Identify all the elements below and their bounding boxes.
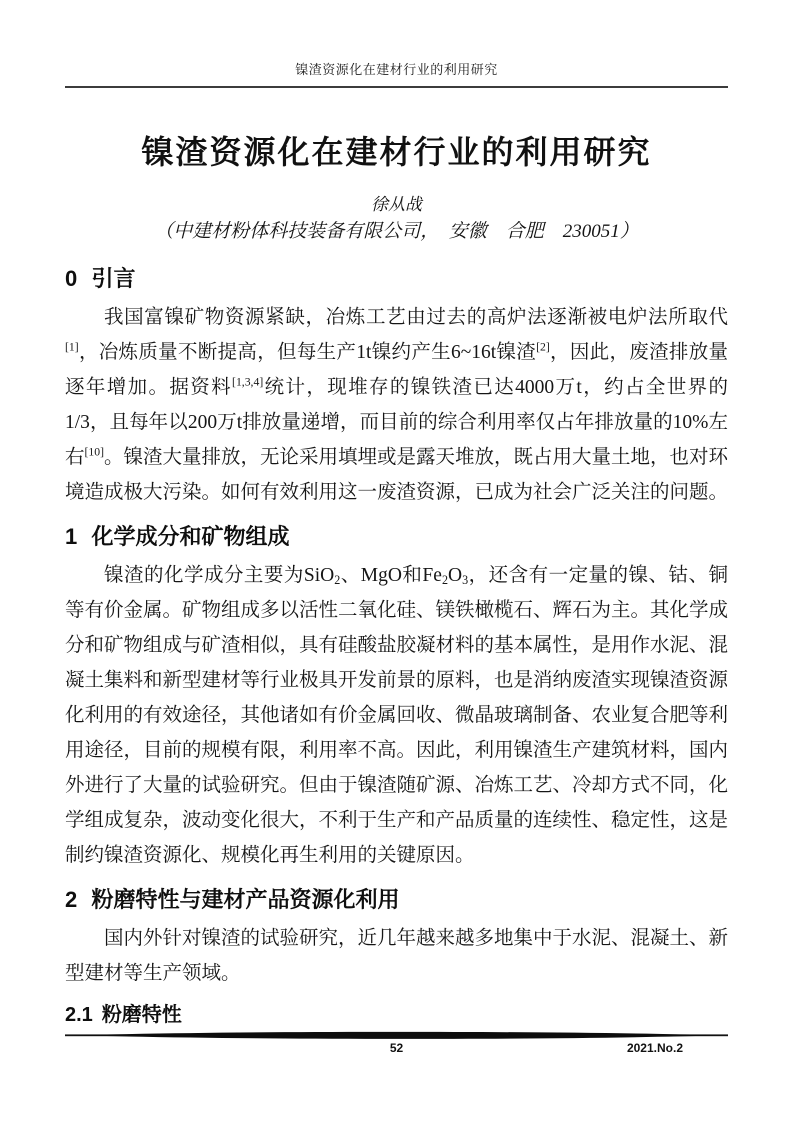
subsection-heading-label: 粉磨特性 xyxy=(101,1004,182,1026)
paragraph-introduction: 我国富镍矿物资源紧缺，冶炼工艺由过去的高炉法逐渐被电炉法所取代[1]，冶炼质量不断提高，但每生产1t镍约产生6~16t镍渣[2]，因此，废渣排放量逐年增加。据资料[1,3,4]统计，现堆存的镍铁渣已达4000万t，约占全世界的1/3，且每年以200万t排放量递增，而目前的综合利用率仅占年排放量的10%左右[10]。镍渣大量排放，无论采用填埋或是露天堆放，既占用大量土地，也对环境造成极大污染。如何有效利用这一废渣资源，已成为社会广泛关注的问题。 xyxy=(65,307,729,503)
section-heading-introduction xyxy=(65,266,728,292)
subsection-heading-grinding xyxy=(65,1003,728,1027)
section-heading-label: 引言 xyxy=(91,266,136,291)
paragraph-composition: 镍渣的化学成分主要为SiO$_2$、MgO和$Fe_2O_3$，还含有一定量的镍、钴、铜等有价金属。矿物组成多以活性二氧化硅、镁铁橄榄石、辉石为主。其化学成分和矿物组成与矿渣相似，具有硅酸盐胶凝材料的基本属性，是用作水泥、混凝土集料和新型建材等行业极具开发前景的原料，也是消纳废渣实现镍渣资源化利用的有效途径，其他诸如有价金属回收、微晶玻璃制备、农业复合肥等利用途径，目前的规模有限，利用率不高。因此，利用镍渣生产建筑材料，国内外进行了大量的试验研究。但由于镍渣随矿源、冶炼工艺、冷却方式不同，化学组成复杂，波动变化很大，不利于生产和产品质量的连续性、稳定性，这是制约镍渣资源化、规模化再生利用的关键原因。 xyxy=(65,565,729,866)
footer-row xyxy=(65,1041,728,1057)
issue-number: 2021.No.2 xyxy=(626,1041,683,1055)
section-number: 0 xyxy=(65,266,78,291)
page-footer xyxy=(65,1031,728,1057)
section-heading-label: 化学成分和矿物组成 xyxy=(91,524,290,549)
author-name: 徐从战 xyxy=(371,195,422,214)
page-number: 52 xyxy=(389,1041,404,1055)
section-heading-grinding-utilization xyxy=(65,887,728,913)
page-header xyxy=(65,0,728,88)
subsection-number: 2.1 xyxy=(65,1004,93,1026)
paragraph-grinding-utilization: 国内外针对镍渣的试验研究，近几年越来越多地集中于水泥、混凝土、新型建材等生产领域。 xyxy=(65,928,729,984)
article-title: 镍渣资源化在建材行业的利用研究 xyxy=(141,134,652,170)
footer-rule xyxy=(65,1031,728,1041)
section-heading-composition xyxy=(65,524,728,550)
section-number: 2 xyxy=(65,887,78,912)
author-affiliation: （中建材粉体科技装备有限公司， 安徽 合肥 230051） xyxy=(154,221,639,242)
section-heading-label: 粉磨特性与建材产品资源化利用 xyxy=(91,887,400,912)
section-number: 1 xyxy=(65,524,78,549)
page-content xyxy=(65,0,728,1027)
running-title: 镍渣资源化在建材行业的利用研究 xyxy=(295,62,498,77)
